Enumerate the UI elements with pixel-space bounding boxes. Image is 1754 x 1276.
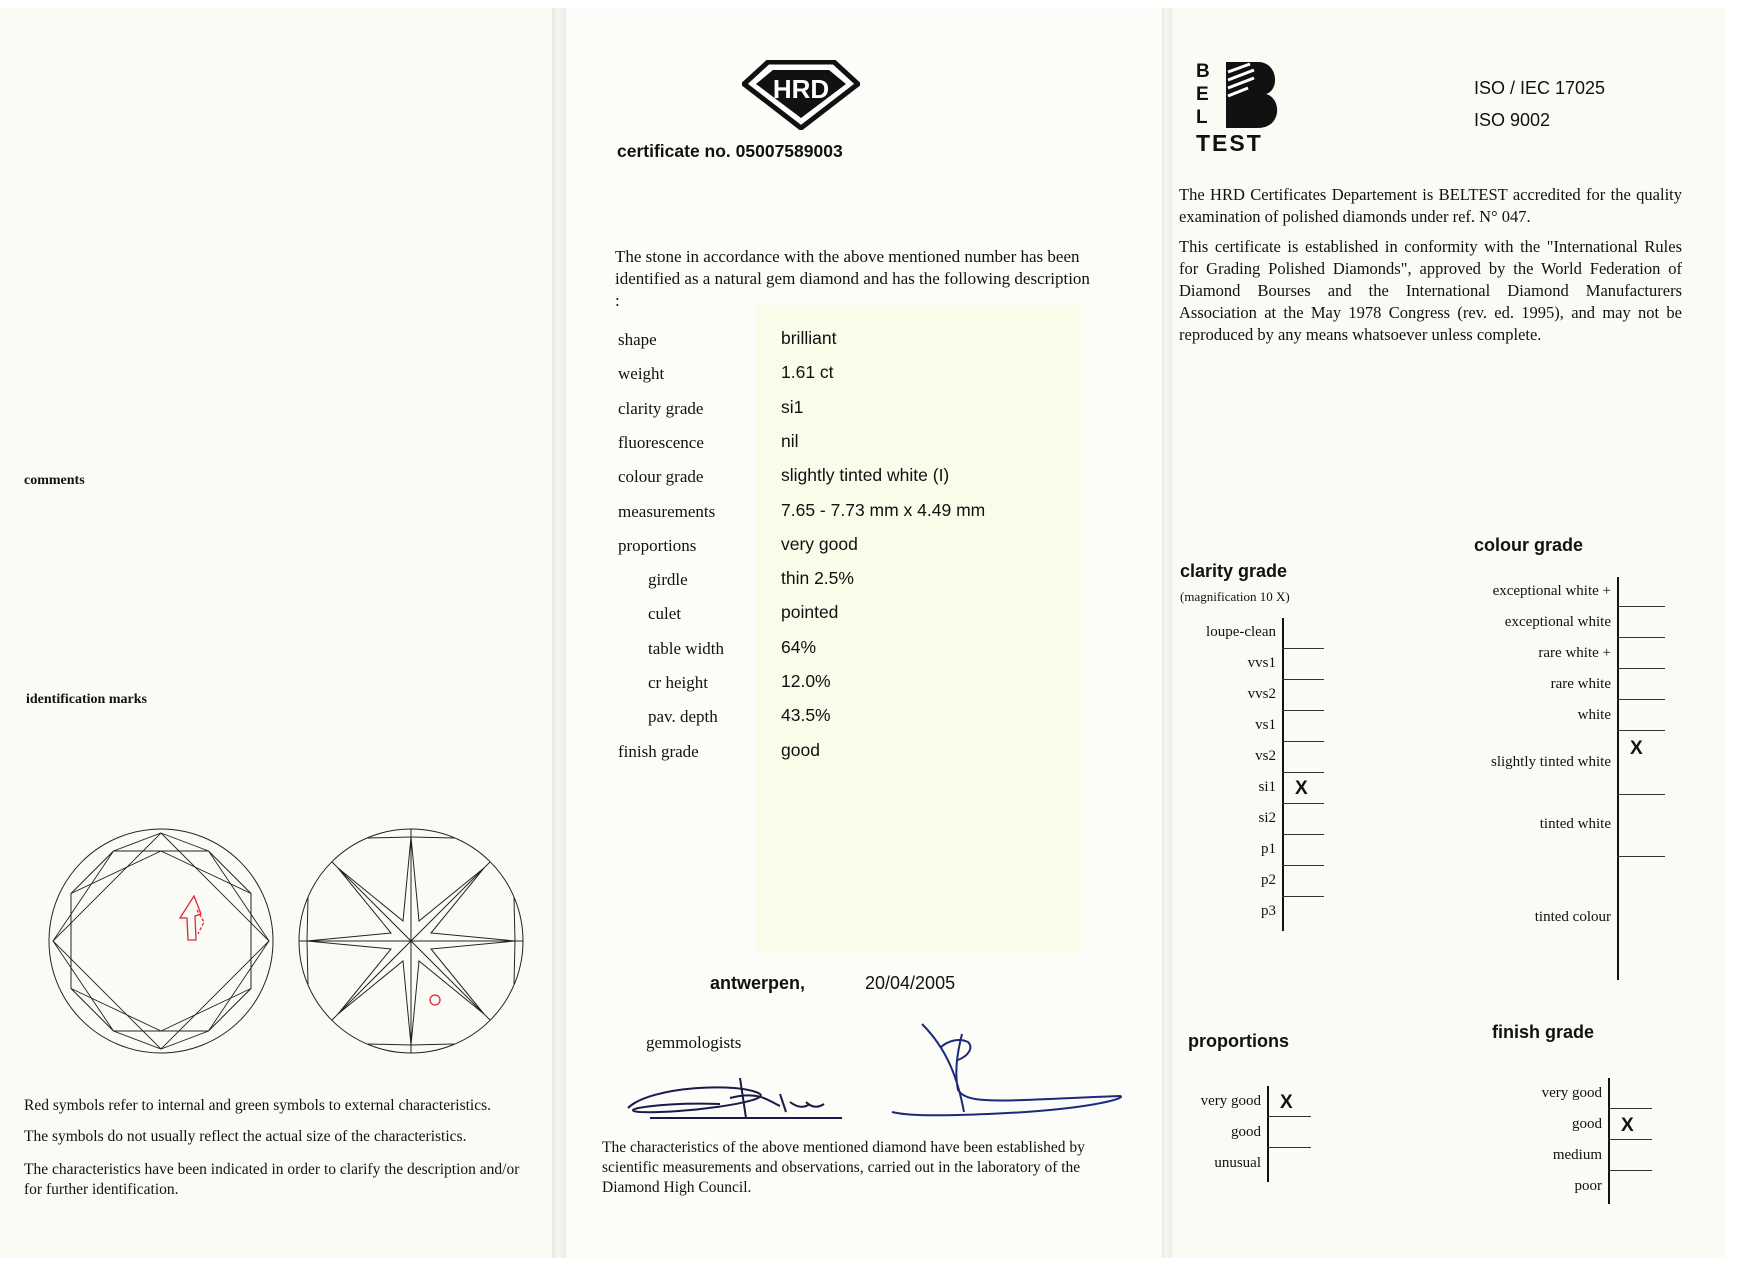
grade-separator xyxy=(1617,856,1665,857)
grade-label: medium xyxy=(1552,1147,1602,1163)
grade-separator xyxy=(1282,710,1324,711)
description-label: fluorescence xyxy=(618,433,704,452)
description-label: girdle xyxy=(648,570,688,589)
grade-label: good xyxy=(1572,1116,1602,1132)
grade-separator xyxy=(1282,679,1324,680)
grade-separator xyxy=(1267,1147,1311,1148)
description-label: cr height xyxy=(648,673,708,692)
gemmologists-label: gemmologists xyxy=(646,1033,742,1052)
grade-label: unusual xyxy=(1214,1155,1261,1171)
scale-axis-line xyxy=(1608,1078,1610,1204)
grade-label: exceptional white xyxy=(1504,614,1611,630)
grade-label: p2 xyxy=(1261,872,1276,888)
left-panel xyxy=(0,8,552,1258)
description-label: culet xyxy=(648,604,682,623)
description-label: weight xyxy=(618,364,665,383)
grade-label: poor xyxy=(1574,1178,1602,1194)
grade-label: vvs1 xyxy=(1247,655,1276,671)
grade-separator xyxy=(1608,1139,1652,1140)
beltest-letter-e: E xyxy=(1196,84,1209,105)
note-3: The characteristics have been indicated in order to clarify the description and/or for further identification. xyxy=(24,1161,520,1198)
grade-label: rare white xyxy=(1550,676,1611,692)
beltest-letter-l: L xyxy=(1196,107,1208,128)
grade-separator xyxy=(1282,648,1324,649)
description-value: 1.61 ct xyxy=(781,362,834,382)
description-value: very good xyxy=(781,534,858,554)
certificate-number: certificate no. 05007589003 xyxy=(617,141,843,161)
clarity-scale-title: clarity grade xyxy=(1180,561,1288,581)
grade-label: good xyxy=(1231,1124,1261,1140)
grade-selected-mark: X xyxy=(1621,1115,1634,1136)
comments-label: comments xyxy=(24,473,85,488)
grade-separator xyxy=(1282,803,1324,804)
grade-selected-mark: X xyxy=(1630,738,1643,759)
grade-label: very good xyxy=(1541,1085,1602,1101)
grade-separator xyxy=(1617,730,1665,731)
scale-axis-line xyxy=(1267,1086,1269,1182)
grade-separator xyxy=(1282,741,1324,742)
grade-label: vs2 xyxy=(1255,748,1276,764)
identification-marks-label: identification marks xyxy=(26,692,147,707)
grade-separator xyxy=(1617,668,1665,669)
grade-separator xyxy=(1282,772,1324,773)
intro-text: The stone in accordance with the above mentioned number has been identified as a natural gem diamond and has the following description : xyxy=(615,247,1090,310)
description-value: good xyxy=(781,740,820,760)
description-value: 7.65 - 7.73 mm x 4.49 mm xyxy=(781,500,986,520)
beltest-b-mark xyxy=(1226,62,1282,128)
description-label: colour grade xyxy=(618,467,704,486)
description-value: 12.0% xyxy=(781,671,831,691)
iso-17025: ISO / IEC 17025 xyxy=(1474,78,1606,98)
grade-separator xyxy=(1617,794,1665,795)
grade-separator xyxy=(1282,896,1324,897)
grade-label: tinted white xyxy=(1539,816,1611,832)
grade-separator xyxy=(1282,834,1324,835)
grade-label: p1 xyxy=(1261,841,1276,857)
description-value: thin 2.5% xyxy=(781,568,854,588)
issue-date: 20/04/2005 xyxy=(865,973,956,993)
pavilion-diagram xyxy=(296,826,526,1056)
grade-separator xyxy=(1267,1116,1311,1117)
conformity-text: This certificate is established in conformity with the "International Rules for Grading Polished Diamonds", approved by the World Federation of Diamond Bourses and the International Diamond Manufacturers Association at the May 1978 Congress (rev. ed. 1995), and may not be reproduced by any means whatsoever unless complete. xyxy=(1179,237,1682,344)
description-label: clarity grade xyxy=(618,399,704,418)
note-2: The symbols do not usually reflect the actual size of the characteristics. xyxy=(24,1128,467,1145)
grade-label: si2 xyxy=(1258,810,1276,826)
description-value: nil xyxy=(781,431,799,451)
description-value: si1 xyxy=(781,397,804,417)
footer-text: The characteristics of the above mentioned diamond have been established by scientific measurements and observations, carried out in the laboratory of the Diamond High Council. xyxy=(602,1139,1085,1196)
clarity-scale-subtitle: (magnification 10 X) xyxy=(1180,589,1290,604)
grade-separator xyxy=(1617,637,1665,638)
grade-label: exceptional white + xyxy=(1492,583,1611,599)
finish-scale-title: finish grade xyxy=(1492,1022,1595,1042)
grade-label: tinted colour xyxy=(1534,909,1611,925)
beltest-letter-b: B xyxy=(1196,61,1210,82)
hrd-logo xyxy=(742,60,860,130)
grade-separator xyxy=(1608,1108,1652,1109)
grade-selected-mark: X xyxy=(1295,778,1308,799)
description-value: 43.5% xyxy=(781,705,831,725)
description-value: brilliant xyxy=(781,328,837,348)
crown-diagram xyxy=(46,826,276,1056)
description-value: 64% xyxy=(781,637,817,657)
grade-label: white xyxy=(1577,707,1611,723)
grade-label: loupe-clean xyxy=(1206,624,1276,640)
place-label: antwerpen, xyxy=(710,973,806,993)
grade-separator xyxy=(1617,606,1665,607)
scale-axis-line xyxy=(1282,618,1284,931)
beltest-word: TEST xyxy=(1196,130,1263,156)
grade-label: rare white + xyxy=(1538,645,1611,661)
description-label: proportions xyxy=(618,536,697,555)
grade-separator xyxy=(1282,865,1324,866)
iso-9002: ISO 9002 xyxy=(1474,110,1551,130)
description-value: slightly tinted white (I) xyxy=(781,465,950,485)
description-label: finish grade xyxy=(618,742,699,761)
hrd-logo-text: HRD xyxy=(772,74,830,104)
description-label: shape xyxy=(618,330,657,349)
description-value: pointed xyxy=(781,602,839,622)
grade-separator xyxy=(1617,699,1665,700)
grade-selected-mark: X xyxy=(1280,1092,1293,1113)
grade-label: slightly tinted white xyxy=(1491,754,1611,770)
description-label: pav. depth xyxy=(648,707,718,726)
accreditation-text: The HRD Certificates Departement is BELTEST accredited for the quality examination of polished diamonds under ref. N° 047. xyxy=(1179,185,1682,226)
grade-label: vvs2 xyxy=(1247,686,1276,702)
fold-line-left xyxy=(552,8,566,1258)
description-label: table width xyxy=(648,639,725,658)
grade-label: si1 xyxy=(1258,779,1276,795)
signature-1 xyxy=(620,1068,850,1122)
grade-label: vs1 xyxy=(1255,717,1276,733)
colour-scale-title: colour grade xyxy=(1474,535,1584,555)
proportions-scale-title: proportions xyxy=(1188,1031,1289,1051)
grade-separator xyxy=(1608,1170,1652,1171)
grade-label: p3 xyxy=(1261,903,1276,919)
description-label: measurements xyxy=(618,502,716,521)
grade-label: very good xyxy=(1200,1093,1261,1109)
note-1: Red symbols refer to internal and green symbols to external characteristics. xyxy=(24,1097,491,1114)
